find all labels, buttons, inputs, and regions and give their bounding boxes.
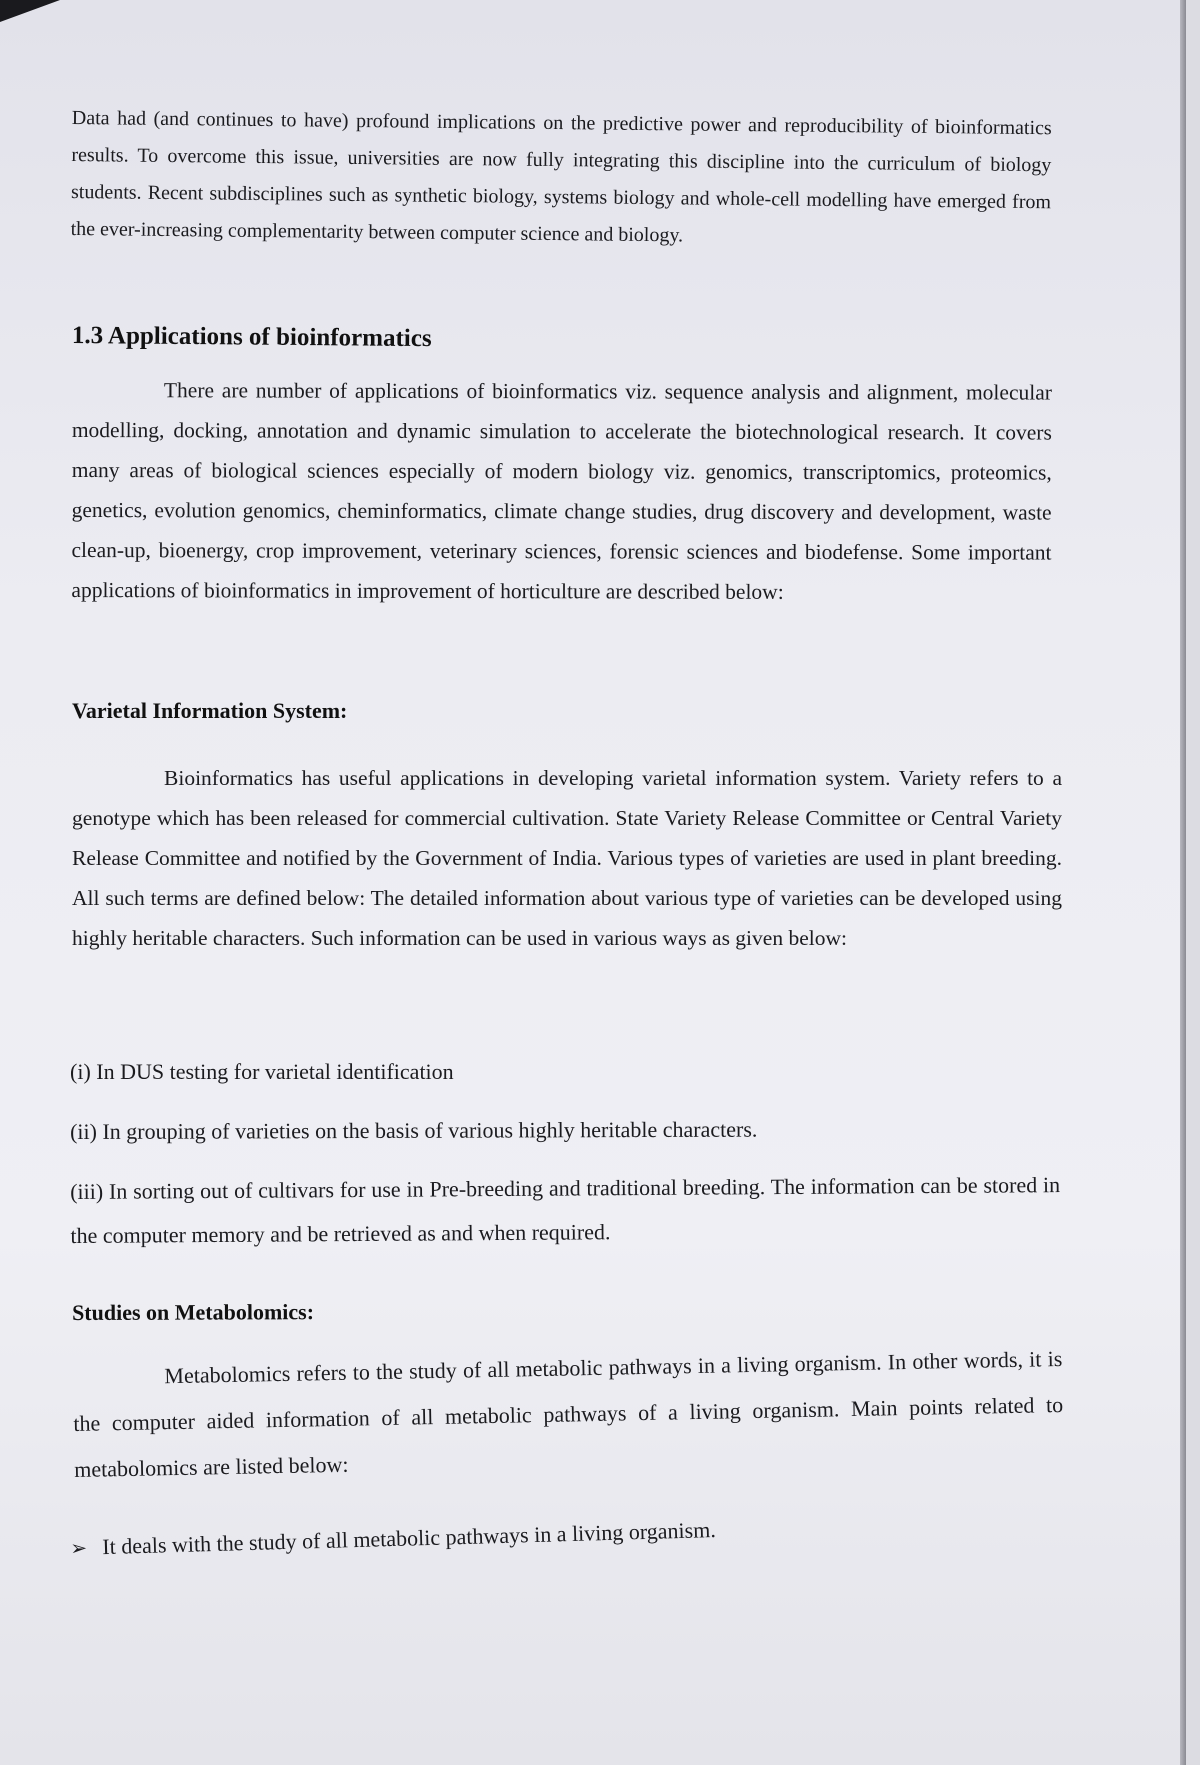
metabolomics-heading: Studies on Metabolomics: bbox=[72, 1299, 315, 1325]
applications-paragraph-text: There are number of applications of bioinformatics viz. sequence analysis and alignment, molecular modelling, docking, annotation and dynamic simulation to accelerate the biotechnological research. It covers many areas of biological sciences especially of modern biology viz. genomics, transcriptomics, proteomics, genetics, evolution genomics, cheminformatics, climate change studies, drug discovery and development, waste clean-up, bioenergy, crop improvement, veterinary sciences, forensic sciences and biodefense. Some important applications of bioinformatics in improvement of horticulture are described below: bbox=[71, 378, 1052, 604]
list-item: (ii) In grouping of varieties on the basis of various highly heritable characters. bbox=[70, 1116, 758, 1144]
arrowhead-icon: ➢ bbox=[70, 1535, 88, 1560]
bullet-text: It deals with the study of all metabolic pathways in a living organism. bbox=[101, 1516, 717, 1560]
bullet-item bbox=[70, 1517, 716, 1561]
applications-paragraph bbox=[71, 370, 1052, 613]
paragraph-indent bbox=[73, 1383, 165, 1385]
metabolomics-paragraph bbox=[72, 1336, 1064, 1493]
varietal-paragraph-text: Bioinformatics has useful applications in developing varietal information system. Variety refers to a genotype which has been released for commercial cultivation. State Variety Release Committee or Central Variety Release Committee and notified by the Government of India. Various types of varieties are used in plant breeding. All such terms are defined below: The detailed information about various type of varieties can be developed using highly heritable characters. Such information can be used in various ways as given below: bbox=[72, 766, 1062, 950]
varietal-heading: Varietal Information System: bbox=[72, 698, 348, 723]
page-edge-background bbox=[1186, 0, 1200, 1765]
section-heading: 1.3 Applications of bioinformatics bbox=[71, 322, 432, 353]
list-item: (i) In DUS testing for varietal identification bbox=[70, 1059, 454, 1084]
corner-shadow bbox=[0, 0, 60, 22]
varietal-paragraph bbox=[72, 758, 1062, 958]
page-edge bbox=[1180, 0, 1186, 1765]
list-item: (iii) In sorting out of cultivars for use in Pre-breeding and traditional breeding. The information can be stored in the computer memory and be retrieved as and when required. bbox=[70, 1172, 1061, 1248]
metabolomics-paragraph-text: Metabolomics refers to the study of all metabolic pathways in a living organism. In other words, it is the computer aided information of all metabolic pathways of a living organism. Main points related to metabolomics are listed below: bbox=[73, 1345, 1064, 1482]
intro-paragraph: Data had (and continues to have) profound implications on the predictive power and reproducibility of bioinformatics results. To overcome this issue, universities are now fully integrating this discipline into the curriculum of biology students. Recent subdisciplines such as synthetic biology, systems biology and whole-cell modelling have emerged from the ever-increasing complementarity between computer science and biology. bbox=[70, 106, 1052, 247]
